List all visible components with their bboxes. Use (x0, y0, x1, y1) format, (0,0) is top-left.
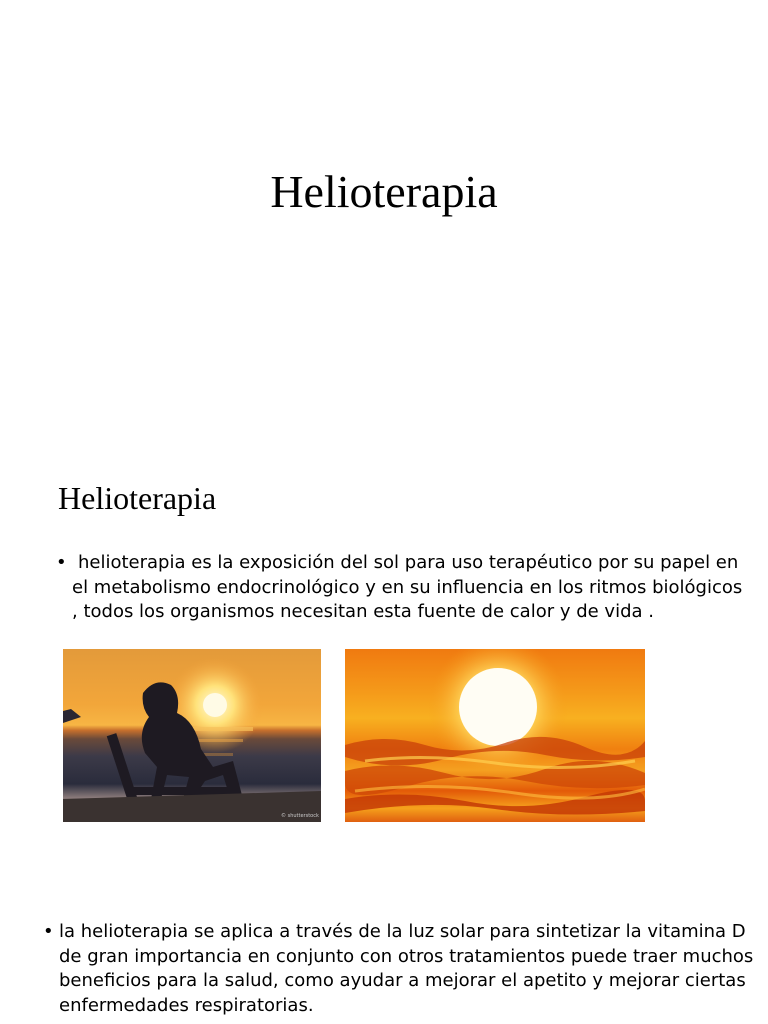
watermark-text: © shutterstock (281, 813, 319, 819)
sun-over-clouds-image (345, 649, 645, 822)
bullet-icon: • (43, 921, 54, 942)
slide-3-paragraph: la helioterapia se aplica a través de la luz solar para sintetizar la vitamina D de gran importancia en conjunto con otros tratamientos puede traer muchos beneficios para la salud, como ayudar a mejorar el apetito y mejorar ciertas enfermedades respiratorias. (59, 921, 754, 1016)
slide-1-title: Helioterapia (270, 166, 498, 217)
slide-2-paragraph: helioterapia es la exposición del sol para uso terapéutico por su papel en el metabolismo endocrinológico y en su influencia en los ritmos biológicos , todos los organismos necesitan esta fuente de calor y de vida . (72, 552, 743, 622)
bullet-icon: • (56, 552, 67, 573)
slide-2-bullet-item (56, 551, 746, 625)
sunset-beach-silhouette-image (63, 649, 321, 822)
slide-2-title: Helioterapia (58, 480, 217, 516)
slide-3-bullet-item (43, 920, 763, 1018)
